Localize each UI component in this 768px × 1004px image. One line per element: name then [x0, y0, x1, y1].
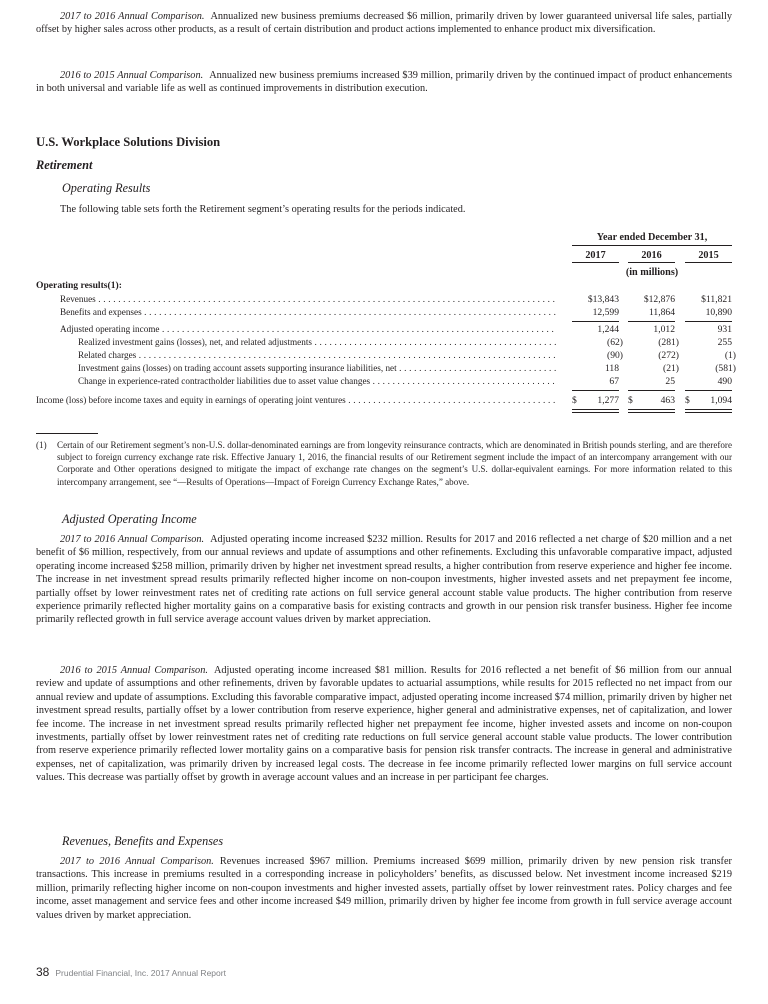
subtotal-rule: [572, 390, 619, 391]
subtotal-rule: [685, 390, 732, 391]
cell-2015: 10,890: [705, 307, 732, 318]
table-row-income-before-taxes: [36, 395, 732, 407]
table-row-revenues: [36, 294, 732, 306]
row-label: Revenues . . .: [60, 294, 556, 304]
segment-title: Retirement: [36, 158, 93, 172]
page-footer: [36, 963, 226, 981]
currency-symbol: $: [628, 395, 633, 406]
cell-2015: 255: [717, 337, 732, 348]
row-label: Change in experience-rated contractholder liabilities due to asset value changes . . .: [78, 376, 556, 386]
section-label: Operating results(1):: [36, 280, 122, 291]
cell-2016: 11,864: [648, 307, 675, 318]
paragraph-aoi-2016-vs-2015: [36, 664, 732, 785]
cell-2015: (581): [715, 363, 736, 374]
row-label: Income (loss) before income taxes and equity in earnings of operating joint ventures . . .: [36, 395, 556, 405]
currency-symbol: $: [572, 395, 577, 406]
total-double-rule: [628, 409, 675, 413]
table-row-adjusted-operating-income: [36, 324, 732, 336]
paragraph-text: Adjusted operating income increased $232 million. Results for 2017 and 2016 reflected a net charge of $20 million and a net benefit of $6 million, respectively, from our annual reviews and update of assumptions and other refinements. Excluding this unfavorable comparative impact, adjusted operating income increased $258 million, primarily driven by higher net investment spread results, a higher contribution from reserve experience and higher fee income. The increase in net investment spread results primarily reflected higher income on non-coupon investments, higher invested assets and net prepayment fee income, partially offset by lower reinvestment rates net of crediting rate actions on full service general account stable value products. The higher contribution from reserve experience primarily reflected higher mortality gains on a comparative basis for existing contracts and growth in our pension risk transfer business. Higher fee income primarily reflected growth in full service average account values driven by market appreciation.: [36, 534, 732, 626]
paragraph-2017-vs-2016-anbp: [36, 10, 732, 37]
footnote-text: Certain of our Retirement segment’s non-U.S. dollar-denominated earnings are from longevity reinsurance contracts, which are denominated in British pounds sterling, and are therefore subject to foreign currency exchange rate risk. Effective January 1, 2016, the financial results of our Retirement segment include the impact of an intercompany arrangement with our Corporate and Other operations designed to mitigate the impact of exchange rate changes on the segment’s U.S. dollar-equivalent earnings. For more information related to this intercompany arrangement, see “—Results of Operations—Impact of Foreign Currency Exchange Rates,” above.: [57, 440, 732, 487]
currency-symbol: $: [685, 395, 690, 406]
cell-value: 1,094: [710, 395, 732, 406]
column-header-2015: 2015: [685, 250, 732, 263]
table-intro: The following table sets forth the Retirement segment’s operating results for the periods indicated.: [60, 204, 466, 215]
total-double-rule: [572, 409, 619, 413]
cell-2017: 67: [609, 376, 619, 387]
column-header-2017: 2017: [572, 250, 619, 263]
cell-2016: 1,012: [653, 324, 675, 335]
table-row-realized-investment-gains: [36, 337, 732, 349]
cell-2016: (272): [658, 350, 679, 361]
cell-2017: [572, 395, 619, 406]
cell-2016: [628, 395, 675, 406]
cell-value: 1,277: [597, 395, 619, 406]
cell-2017: 118: [604, 363, 619, 374]
row-label: Related charges . . .: [78, 350, 556, 360]
cell-value: 463: [660, 395, 675, 406]
cell-2017: (62): [607, 337, 623, 348]
cell-2016: 25: [665, 376, 675, 387]
cell-2015: 931: [717, 324, 732, 335]
paragraph-text: Adjusted operating income increased $81 million. Results for 2016 reflected a net benefit of $6 million from our annual review and update of assumptions and other refinements, driven by favorable updates to actuarial assumptions, while results for 2015 reflected no net impact from our annual review and update of assumptions. Excluding this favorable comparative impact, adjusted operating income increased $74 million, primarily driven by higher net investment spread results, partially offset by a lower contribution from reserve experience, higher general and administrative expenses, net of capitalization, and lower fee income. The increase in net investment spread results primarily reflected higher net prepayment fee income, higher invested assets and income on non-coupon investments, partially offset by lower reinvestment rates net of crediting rate reductions on full service general account stable value products. The lower contribution from reserve experience primarily reflected lower mortality gains on a comparative basis for pension risk transfer contracts. The increase in general and administrative expenses, net of capitalization, was primarily driven by increased legal costs. The decrease in fee income primarily reflected lower margins on full service account values. This decrease was partially offset by growth in average account values and an increase in per participant fee charges.: [36, 665, 732, 784]
cell-2015: 490: [717, 376, 732, 387]
paragraph-rbe-2017-vs-2016: [36, 855, 732, 922]
subtotal-rule: [628, 321, 675, 322]
revenues-benefits-expenses-heading: Revenues, Benefits and Expenses: [62, 834, 224, 848]
publication-title: Prudential Financial, Inc. 2017 Annual Report: [55, 968, 226, 978]
row-label: Benefits and expenses . . .: [60, 307, 556, 317]
paragraph-lead: 2017 to 2016 Annual Comparison.: [60, 11, 205, 22]
column-header-2016: 2016: [628, 250, 675, 263]
subtotal-rule: [628, 390, 675, 391]
paragraph-aoi-2017-vs-2016: [36, 533, 732, 627]
table-row-related-charges: [36, 350, 736, 362]
subtotal-rule: [685, 321, 732, 322]
table-row-contractholder-liabilities-change: [36, 376, 732, 388]
cell-2015: [685, 395, 732, 406]
period-header: Year ended December 31,: [572, 232, 732, 246]
paragraph-text: Annualized new business premiums increased $39 million, primarily driven by the continued impact of product enhancements in both universal and variable life as well as continued improvements in distribution execution.: [36, 70, 732, 95]
table-row-trading-account-gains: [36, 363, 736, 375]
footnote-mark: (1): [36, 440, 47, 450]
cell-2016: $12,876: [643, 294, 675, 305]
total-double-rule: [685, 409, 732, 413]
cell-2017: 12,599: [592, 307, 619, 318]
cell-2016: (281): [658, 337, 679, 348]
operating-results-heading: Operating Results: [62, 181, 151, 195]
paragraph-lead: 2016 to 2015 Annual Comparison.: [60, 70, 204, 81]
paragraph-lead: 2017 to 2016 Annual Comparison.: [60, 856, 214, 867]
paragraph-text: Revenues increased $967 million. Premiums increased $699 million, primarily driven by new pension risk transfer transactions. This increase in premiums resulted in a corresponding increase in policyholders’ benefits, as discussed below. Net investment income increased $219 million, primarily reflecting higher income on non-coupon investments and higher invested assets, partially offset by lower reinvestment rates. Policy charges and fee income, asset management and service fees and other income increased $49 million, primarily driven by higher fee income from growth in full service average account values driven by market appreciation.: [36, 856, 732, 921]
table-row-benefits-expenses: [36, 307, 732, 319]
adjusted-operating-income-heading: Adjusted Operating Income: [62, 512, 197, 526]
footnote: [36, 439, 732, 488]
cell-2016: (21): [663, 363, 679, 374]
cell-2017: (90): [607, 350, 623, 361]
row-label: Realized investment gains (losses), net, and related adjustments . . .: [78, 337, 556, 347]
cell-2015: $11,821: [701, 294, 732, 305]
row-label: Adjusted operating income . . .: [60, 324, 556, 334]
page-number: 38: [36, 965, 50, 979]
paragraph-lead: 2017 to 2016 Annual Comparison.: [60, 534, 205, 545]
paragraph-2016-vs-2015-anbp: [36, 69, 732, 96]
footnote-rule: [36, 433, 98, 434]
row-label: Investment gains (losses) on trading account assets supporting insurance liabilities, net . . .: [78, 363, 556, 373]
division-title: U.S. Workplace Solutions Division: [36, 135, 221, 149]
paragraph-text: Annualized new business premiums decreased $6 million, primarily driven by lower guaranteed universal life sales, partially offset by higher sales across other products, as a result of certain distribution and product actions implemented to enhance product mix diversification.: [36, 11, 732, 36]
cell-2015: (1): [724, 350, 736, 361]
units-label: (in millions): [625, 267, 679, 278]
cell-2017: 1,244: [597, 324, 619, 335]
cell-2017: $13,843: [587, 294, 619, 305]
subtotal-rule: [572, 321, 619, 322]
paragraph-lead: 2016 to 2015 Annual Comparison.: [60, 665, 208, 676]
